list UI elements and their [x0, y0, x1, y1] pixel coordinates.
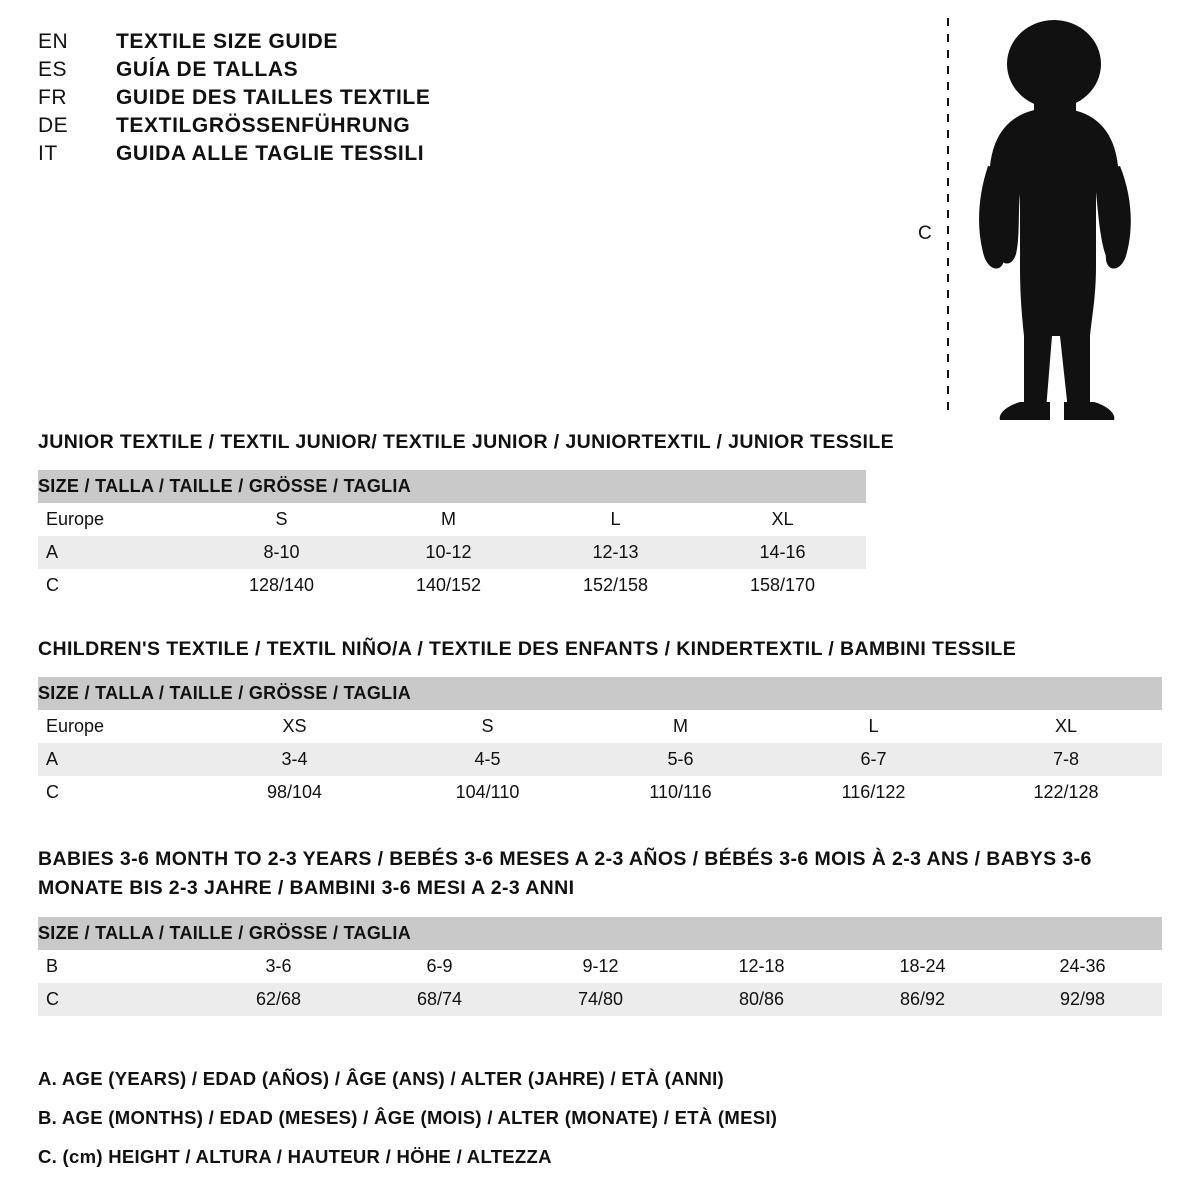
table-cell: 24-36	[1003, 950, 1162, 983]
table-cell: 68/74	[359, 983, 520, 1016]
row-label: B	[38, 950, 198, 983]
table-cell: M	[584, 710, 777, 743]
table-cell: 7-8	[970, 743, 1162, 776]
table-cell: 116/122	[777, 776, 970, 809]
section-junior	[38, 428, 1162, 602]
junior-size-table	[38, 470, 866, 602]
height-measure-label: C	[918, 223, 932, 244]
language-code: IT	[38, 142, 58, 165]
table-cell: XL	[970, 710, 1162, 743]
language-title: GUÍA DE TALLAS	[116, 58, 299, 81]
table-cell: 74/80	[520, 983, 681, 1016]
table-cell: 158/170	[699, 569, 866, 602]
size-band-label: SIZE / TALLA / TAILLE / GRÖSSE / TAGLIA	[38, 677, 1162, 710]
table-cell: 62/68	[198, 983, 359, 1016]
table-cell: 152/158	[532, 569, 699, 602]
table-cell: 104/110	[391, 776, 584, 809]
row-label: C	[38, 983, 198, 1016]
table-cell: 140/152	[365, 569, 532, 602]
section-children	[38, 635, 1162, 809]
child-silhouette-icon	[950, 16, 1150, 426]
table-row	[38, 776, 1162, 809]
language-title: TEXTILGRÖSSENFÜHRUNG	[116, 114, 411, 137]
children-size-table	[38, 677, 1162, 809]
language-row	[38, 86, 638, 110]
language-code: EN	[38, 30, 69, 53]
table-row	[38, 950, 1162, 983]
language-code: DE	[38, 114, 69, 137]
section-title: CHILDREN'S TEXTILE / TEXTIL NIÑO/A / TEXTILE DES ENFANTS / KINDERTEXTIL / BAMBINI TESSILE	[38, 638, 1017, 660]
legend-block	[38, 1068, 1138, 1185]
table-cell: 8-10	[198, 536, 365, 569]
table-cell: 98/104	[198, 776, 391, 809]
table-cell: 9-12	[520, 950, 681, 983]
table-cell: 18-24	[842, 950, 1003, 983]
table-cell: 12-18	[681, 950, 842, 983]
language-row	[38, 30, 638, 54]
babies-size-table	[38, 917, 1162, 1016]
table-cell: S	[198, 503, 365, 536]
row-label: A	[38, 743, 198, 776]
language-row	[38, 58, 638, 82]
language-title: TEXTILE SIZE GUIDE	[116, 30, 338, 53]
table-cell: XL	[699, 503, 866, 536]
row-label: A	[38, 536, 198, 569]
language-code: FR	[38, 86, 67, 109]
table-row	[38, 569, 866, 602]
table-cell: 80/86	[681, 983, 842, 1016]
table-cell: 12-13	[532, 536, 699, 569]
table-cell: 86/92	[842, 983, 1003, 1016]
size-band-label: SIZE / TALLA / TAILLE / GRÖSSE / TAGLIA	[38, 470, 866, 503]
table-cell: XS	[198, 710, 391, 743]
table-row	[38, 743, 1162, 776]
table-header-band	[38, 917, 1162, 950]
child-figure-area	[890, 8, 1170, 428]
table-cell: 128/140	[198, 569, 365, 602]
section-title: BABIES 3-6 MONTH TO 2-3 YEARS / BEBÉS 3-6 MESES A 2-3 AÑOS / BÉBÉS 3-6 MOIS À 2-3 ANS / BABYS 3-6 MONATE BIS 2-3 JAHRE / BAMBINI 3-6 MESI A 2-3 ANNI	[38, 848, 1092, 900]
language-row	[38, 114, 638, 138]
table-row	[38, 536, 866, 569]
table-cell: 6-9	[359, 950, 520, 983]
height-dashed-line	[947, 18, 949, 418]
language-title: GUIDE DES TAILLES TEXTILE	[116, 86, 431, 109]
table-cell: L	[777, 710, 970, 743]
legend-line-b: B. AGE (MONTHS) / EDAD (MESES) / ÂGE (MOIS) / ALTER (MONATE) / ETÀ (MESI)	[38, 1107, 778, 1128]
language-title-block	[38, 30, 638, 170]
table-row	[38, 710, 1162, 743]
row-label: Europe	[38, 710, 198, 743]
legend-line-a: A. AGE (YEARS) / EDAD (AÑOS) / ÂGE (ANS) / ALTER (JAHRE) / ETÀ (ANNI)	[38, 1068, 725, 1089]
table-cell: 3-6	[198, 950, 359, 983]
table-cell: M	[365, 503, 532, 536]
table-cell: 6-7	[777, 743, 970, 776]
table-row	[38, 983, 1162, 1016]
legend-line-c: C. (cm) HEIGHT / ALTURA / HAUTEUR / HÖHE / ALTEZZA	[38, 1146, 552, 1167]
size-band-label: SIZE / TALLA / TAILLE / GRÖSSE / TAGLIA	[38, 917, 1162, 950]
section-title: JUNIOR TEXTILE / TEXTIL JUNIOR/ TEXTILE JUNIOR / JUNIORTEXTIL / JUNIOR TESSILE	[38, 431, 895, 453]
row-label: C	[38, 776, 198, 809]
table-cell: 4-5	[391, 743, 584, 776]
table-cell: 122/128	[970, 776, 1162, 809]
row-label: C	[38, 569, 198, 602]
table-cell: 10-12	[365, 536, 532, 569]
table-cell: 5-6	[584, 743, 777, 776]
table-cell: S	[391, 710, 584, 743]
table-cell: 14-16	[699, 536, 866, 569]
table-header-band	[38, 470, 866, 503]
row-label: Europe	[38, 503, 198, 536]
table-cell: 110/116	[584, 776, 777, 809]
table-cell: L	[532, 503, 699, 536]
table-header-band	[38, 677, 1162, 710]
table-row	[38, 503, 866, 536]
language-title: GUIDA ALLE TAGLIE TESSILI	[116, 142, 425, 165]
table-cell: 3-4	[198, 743, 391, 776]
section-babies	[38, 845, 1162, 1016]
language-row	[38, 142, 638, 166]
language-code: ES	[38, 58, 68, 81]
table-cell: 92/98	[1003, 983, 1162, 1016]
